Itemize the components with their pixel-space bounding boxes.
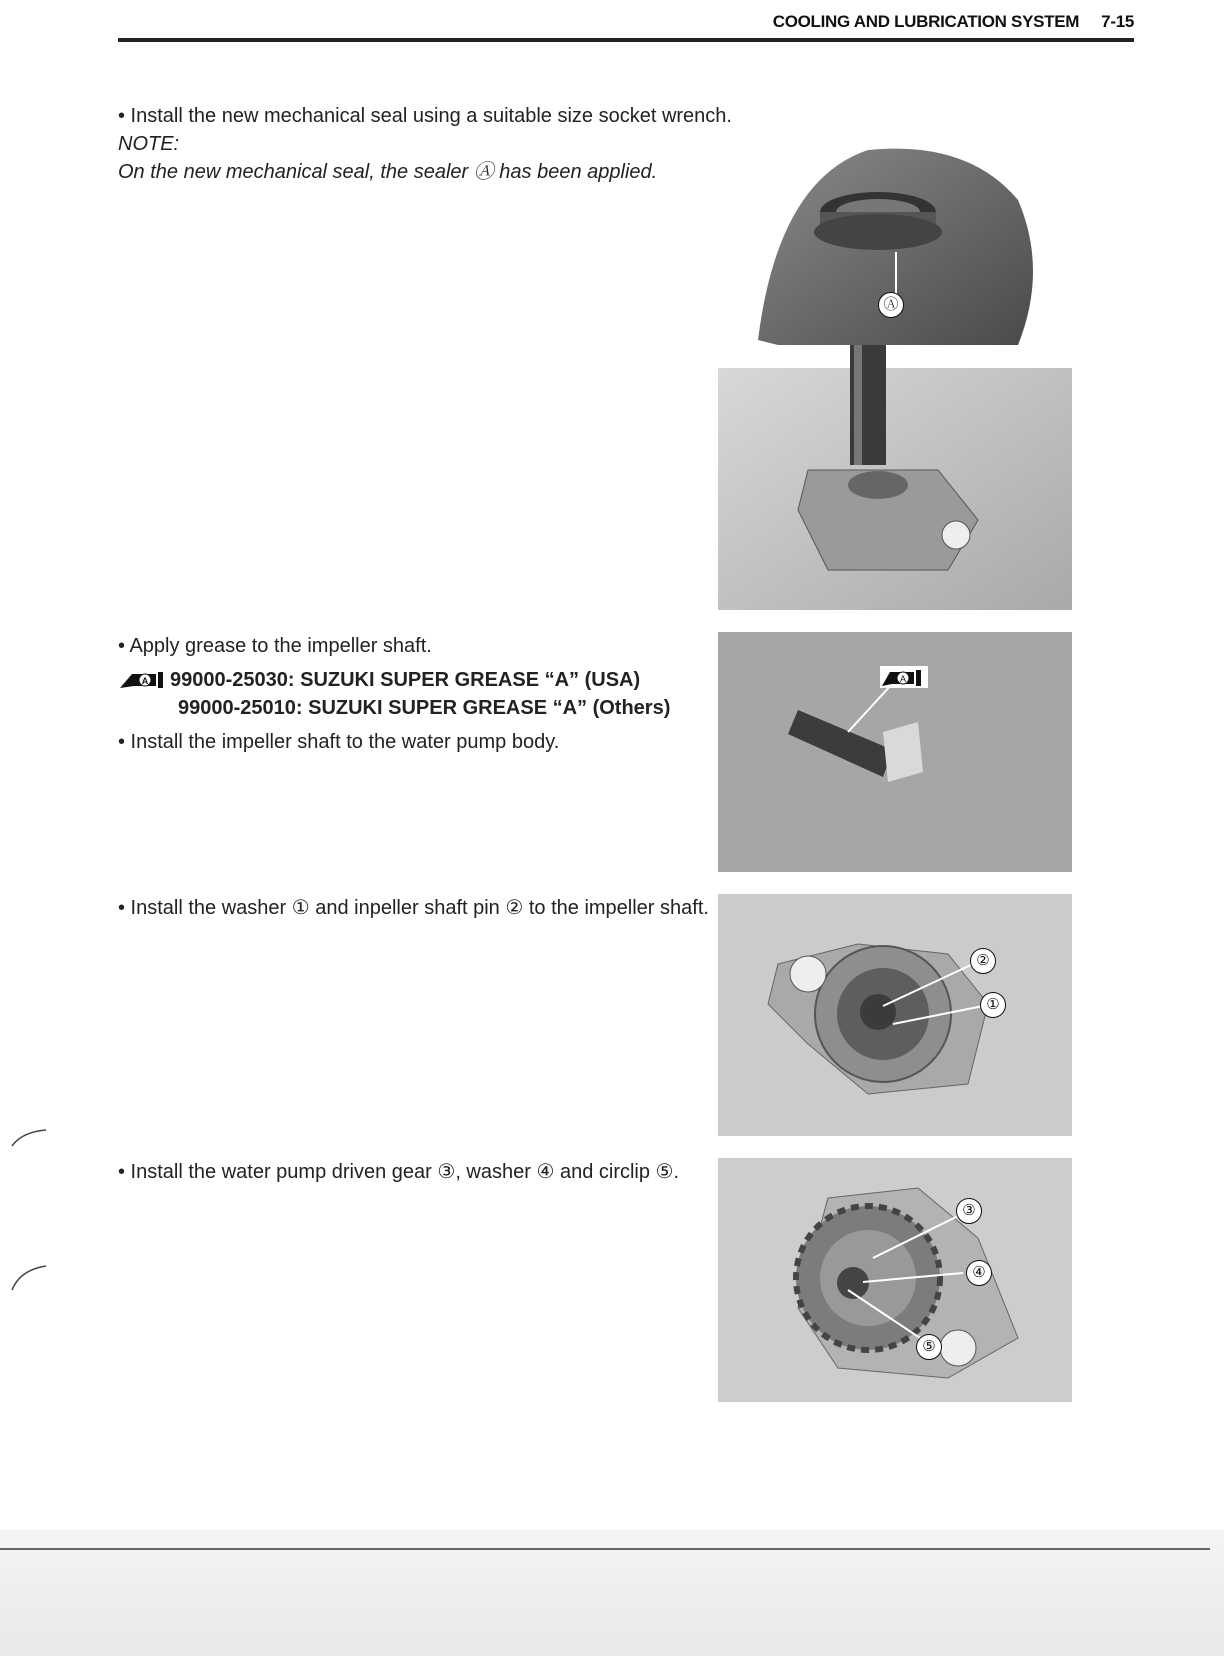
callout-5: ⑤ <box>916 1334 942 1360</box>
photo-gear-illustration <box>718 1158 1072 1402</box>
callout-a: Ⓐ <box>878 292 904 318</box>
callout-4: ④ <box>966 1260 992 1286</box>
margin-mark <box>10 1128 50 1148</box>
step-mechanical-seal <box>118 102 758 186</box>
photo-mechanical-seal <box>718 140 1072 610</box>
running-header <box>773 12 1134 32</box>
callout-3: ③ <box>956 1198 982 1224</box>
header-rule <box>118 38 1134 42</box>
step-impeller-shaft-grease <box>118 632 758 756</box>
instruction-text: • Install the washer ① and inpeller shaft pin ② to the impeller shaft. <box>118 897 709 919</box>
grease-spec-line <box>118 666 758 694</box>
page-bottom-rule <box>0 1548 1210 1550</box>
step-washer-pin <box>118 894 758 922</box>
callout-1: ① <box>980 992 1006 1018</box>
page-number: 7-15 <box>1101 12 1134 31</box>
photo-pump-body-washer <box>718 894 1072 1136</box>
instruction-text: • Install the water pump driven gear ③, washer ④ and circlip ⑤. <box>118 1161 680 1183</box>
grease-part-others: 99000-25010: SUZUKI SUPER GREASE “A” (Others) <box>178 697 671 719</box>
photo-shaft-illustration <box>718 632 1072 872</box>
note-label: NOTE: <box>118 133 180 155</box>
photo-impeller-shaft <box>718 632 1072 872</box>
callout-2: ② <box>970 948 996 974</box>
margin-mark <box>10 1262 50 1292</box>
photo-pump-illustration <box>718 894 1072 1136</box>
step-driven-gear <box>118 1158 758 1186</box>
svg-text:A: A <box>141 676 149 686</box>
grease-part-usa: 99000-25030: SUZUKI SUPER GREASE “A” (USA) <box>170 669 641 691</box>
photo-seal-illustration <box>718 140 1072 610</box>
grease-applicator-icon <box>118 668 164 690</box>
instruction-text: • Apply grease to the impeller shaft. <box>118 635 432 657</box>
instruction-text: • Install the new mechanical seal using a suitable size socket wrench. <box>118 105 732 127</box>
note-text: On the new mechanical seal, the sealer Ⓐ has been applied. <box>118 161 658 183</box>
photo-driven-gear <box>718 1158 1072 1402</box>
photo-icon-label: A <box>899 674 907 684</box>
instruction-text: • Install the impeller shaft to the water pump body. <box>118 731 560 753</box>
section-title: COOLING AND LUBRICATION SYSTEM <box>772 12 1080 31</box>
